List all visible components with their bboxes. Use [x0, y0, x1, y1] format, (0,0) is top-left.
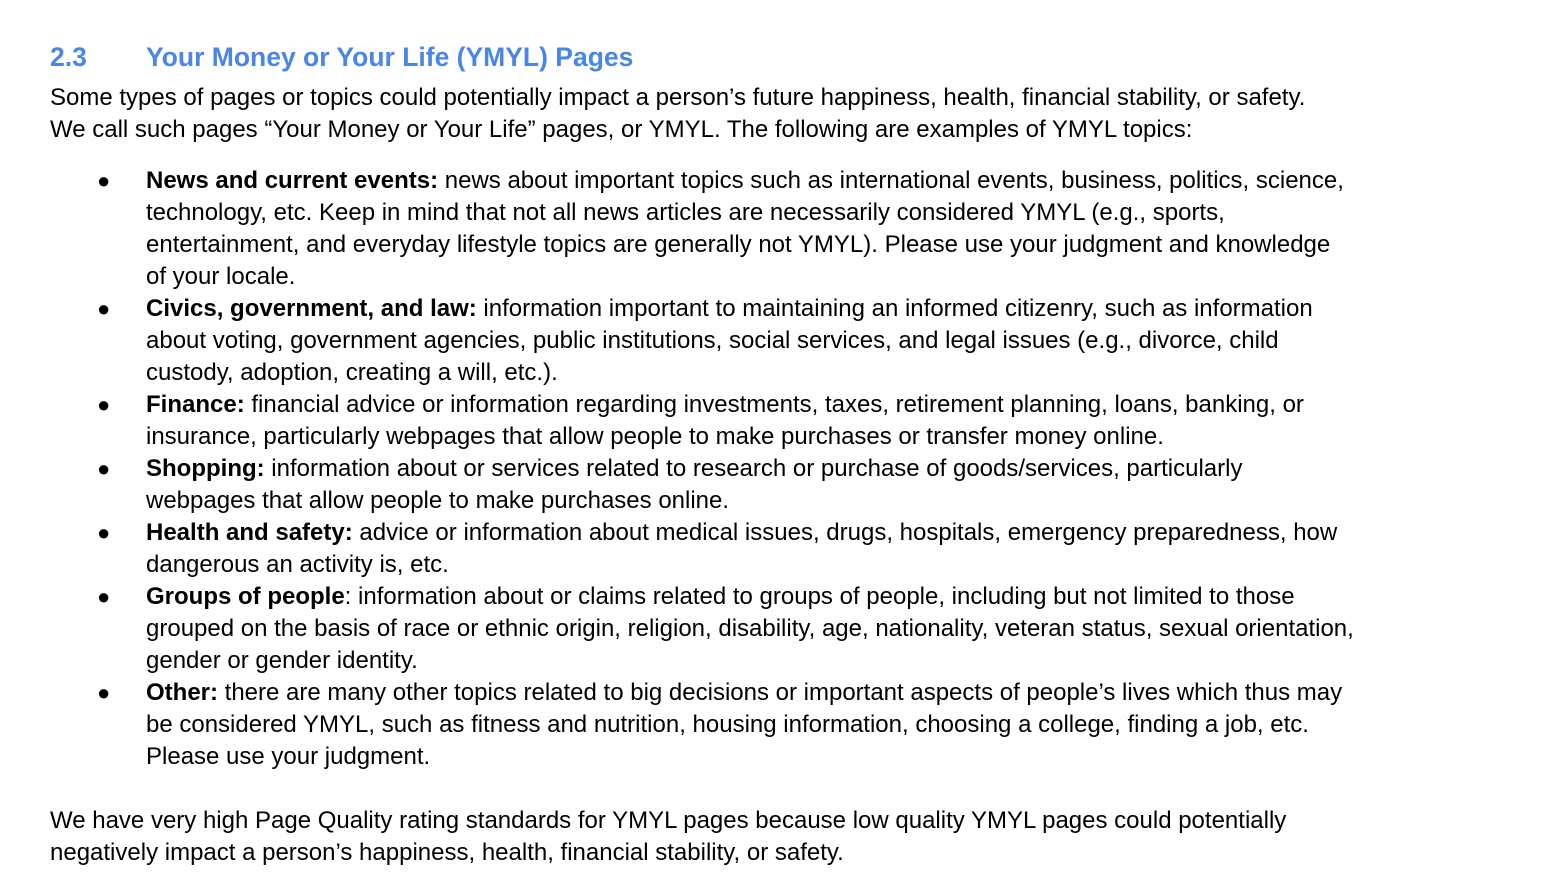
- list-item: [0, 165, 1496, 293]
- item-text: there are many other topics related to big decisions or important aspects of people’s lives which thus may: [218, 679, 1343, 706]
- closing-line: We have very high Page Quality rating standards for YMYL pages because low quality YMYL pages could potentially: [50, 807, 1287, 834]
- item-line: about voting, government agencies, public institutions, social services, and legal issues (e.g., divorce, child: [146, 327, 1279, 354]
- item-text: information important to maintaining an informed citizenry, such as information: [476, 295, 1313, 322]
- item-line: grouped on the basis of race or ethnic origin, religion, disability, age, nationality, veteran status, sexual orientation,: [146, 615, 1354, 642]
- item-text: financial advice or information regarding investments, taxes, retirement planning, loans, banking, or: [244, 391, 1304, 418]
- ymyl-topic-list: [0, 165, 1568, 773]
- intro-line: We call such pages “Your Money or Your Life” pages, or YMYL. The following are examples of YMYL topics:: [50, 116, 1193, 143]
- item-line: insurance, particularly webpages that allow people to make purchases or transfer money online.: [146, 423, 1164, 450]
- item-line: [146, 165, 1496, 197]
- item-line: [146, 453, 1496, 485]
- item-line: gender or gender identity.: [146, 647, 418, 674]
- item-term: Civics, government, and law:: [146, 295, 477, 322]
- item-line: [146, 581, 1496, 613]
- item-term: Groups of people: [146, 583, 345, 610]
- item-line: entertainment, and everyday lifestyle topics are generally not YMYL). Please use your judgment and knowledge: [146, 231, 1331, 258]
- item-term: Shopping:: [146, 455, 265, 482]
- list-item: [0, 389, 1496, 453]
- item-term: News and current events:: [146, 167, 439, 194]
- section-title: Your Money or Your Life (YMYL) Pages: [146, 42, 634, 73]
- intro-line: Some types of pages or topics could potentially impact a person’s future happiness, health, financial stability, or safety.: [50, 84, 1306, 111]
- list-item: [0, 581, 1496, 677]
- bullet-icon: ●: [97, 168, 111, 193]
- list-item: [0, 677, 1496, 773]
- list-item: [0, 453, 1496, 517]
- item-line: custody, adoption, creating a will, etc.).: [146, 359, 558, 386]
- closing-line: negatively impact a person’s happiness, health, financial stability, or safety.: [50, 839, 844, 866]
- list-item: [0, 517, 1496, 581]
- item-line: be considered YMYL, such as fitness and nutrition, housing information, choosing a college, finding a job, etc.: [146, 711, 1309, 738]
- item-line: dangerous an activity is, etc.: [146, 551, 449, 578]
- bullet-icon: ●: [97, 520, 111, 545]
- item-line: of your locale.: [146, 263, 296, 290]
- item-term: Other:: [146, 679, 218, 706]
- item-line: Please use your judgment.: [146, 743, 431, 770]
- section-number: 2.3: [50, 42, 87, 73]
- bullet-icon: ●: [97, 456, 111, 481]
- section-heading: [50, 38, 633, 78]
- item-term: Health and safety:: [146, 519, 353, 546]
- item-line: [146, 293, 1496, 325]
- item-line: [146, 389, 1496, 421]
- item-line: [146, 517, 1496, 549]
- intro-paragraph: [50, 82, 1490, 146]
- item-line: [146, 677, 1496, 709]
- item-text: : information about or claims related to groups of people, including but not limited to those: [344, 583, 1295, 610]
- list-item: [0, 293, 1496, 389]
- item-text: advice or information about medical issues, drugs, hospitals, emergency preparedness, how: [352, 519, 1338, 546]
- bullet-icon: ●: [97, 680, 111, 705]
- item-text: news about important topics such as international events, business, politics, science,: [438, 167, 1344, 194]
- closing-paragraph: [50, 805, 1490, 869]
- item-line: webpages that allow people to make purchases online.: [146, 487, 730, 514]
- item-term: Finance:: [146, 391, 245, 418]
- item-text: information about or services related to research or purchase of goods/services, particularly: [264, 455, 1243, 482]
- item-line: technology, etc. Keep in mind that not all news articles are necessarily considered YMYL (e.g., sports,: [146, 199, 1225, 226]
- bullet-icon: ●: [97, 392, 111, 417]
- bullet-icon: ●: [97, 296, 111, 321]
- bullet-icon: ●: [97, 584, 111, 609]
